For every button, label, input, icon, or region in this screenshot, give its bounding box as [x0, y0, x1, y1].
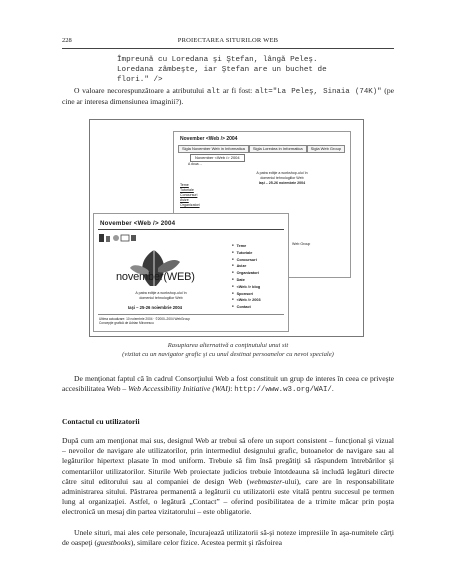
nav-item[interactable]: ■ <Web /> 2003 — [232, 297, 261, 304]
nav-item[interactable]: ■ Concursuri — [232, 257, 261, 264]
text-run: ar fi fost: — [220, 86, 255, 95]
title-rule — [98, 229, 284, 230]
site-footer — [99, 317, 190, 326]
sponsor-logos-icon — [98, 233, 138, 243]
paragraph-contact — [62, 436, 394, 518]
paragraph-consortium — [62, 374, 394, 395]
paragraph-alt-value — [62, 86, 394, 107]
text-run: Unele situri, mai ales cele personale, încurajează utilizatorii să-şi noteze impresiile în aşa-numitele cărţi de oaspeţi ( — [62, 528, 394, 548]
footer-line: Concepţie grafică de Adrian Mironescu — [99, 321, 154, 326]
code-line: flori." /> — [117, 76, 163, 84]
caption-line: (vizitat cu un navigator grafic şi cu unul destinat persoanelor cu nevoi speciale) — [122, 351, 334, 358]
code-inline: alt — [206, 88, 221, 96]
url-link[interactable]: http://www.w3.org/WAI/ — [234, 386, 332, 395]
italic-run: Web Accessibility Initiative (WAI) — [128, 384, 231, 394]
text-link[interactable]: Tutoriale — [180, 188, 194, 192]
text-run: ), similare celor fizice. Acestea permit şi răsfoirea — [130, 538, 282, 548]
intro-line: Iaşi – 25-26 noiembrie 2004 — [258, 180, 306, 185]
text-run: După cum am menţionat mai sus, designul Web ar trebui să ofere un suport consistent – funcţional şi vizual – nevoilor de navigare ale utilizatorilor, prin intermediul designului grafic, butoanelor de navigare sau al legăturilor hipertext plasate în mod uniform. Trebuie să fim însă pregătiţi să răspundem întrebărilor şi comentariilor utilizatorilor. Siturile Web proiectate judicios trebuie întotdeauna să includă legături directe către situl editorului sau al companiei de design Web ( — [62, 436, 394, 486]
header-rule — [62, 48, 394, 49]
small-text: A doua ... — [188, 162, 203, 166]
text-run: (pe cine ar interesa dimensiunea imaginii?). — [62, 86, 394, 107]
site-title: November <Web /> 2004 — [100, 220, 176, 227]
nav-item[interactable]: ■ <Web /> blog — [232, 284, 261, 291]
italic-run: webmaster — [249, 476, 283, 486]
code-line: Loredana zâmbeşte, iar Ştefan are un buchet de — [117, 66, 327, 74]
brand-wordmark: november(WEB) — [116, 271, 195, 283]
paragraph-guestbook — [62, 528, 394, 548]
page-number: 228 — [62, 37, 72, 44]
text-link[interactable]: Organizatori — [180, 203, 200, 207]
code-inline: alt="La Peleş, Sinaia (74K)" — [255, 88, 382, 96]
intro-line: domeniul tehnologiilor Web — [260, 175, 304, 180]
intro-line: A patra ediţie a workshop-ului în — [135, 291, 187, 295]
caption-line: Rasupiarea alternativă a conţinutului unui sit — [167, 342, 289, 349]
text-run: De menţionat faptul că în cadrul Consorţiului Web a fost constituit un grup de interes în ceea ce priveşte accesibilitatea Web – — [62, 374, 394, 394]
code-snippet — [117, 55, 327, 85]
nav-item[interactable]: ■ Organizatori — [232, 270, 261, 277]
title-button[interactable]: November <Web /> 2004 — [190, 154, 245, 162]
nav-item[interactable]: ■ Sponsori — [232, 291, 261, 298]
site-title: November <Web /> 2004 — [180, 136, 238, 142]
figure-caption — [62, 341, 394, 359]
intro-line: domeniul tehnologiilor Web — [139, 295, 183, 300]
text-link-list — [180, 183, 200, 208]
intro-line: A patra ediţie a workshop-ului în — [256, 171, 308, 175]
nav-item[interactable]: ■ Contact — [232, 304, 261, 311]
nav-item[interactable]: ■ Avize — [232, 263, 261, 270]
nav-item[interactable]: ■ Tutoriale — [232, 250, 261, 257]
text-link[interactable]: Teme — [180, 183, 189, 187]
logo-links-row — [178, 145, 345, 153]
nav-item[interactable]: ■ Teme — [232, 243, 261, 250]
text-run: : — [230, 384, 235, 394]
footer-line: Ultima actualizare: 10 noiembrie 2004 · ©2000–2004 WebGroup — [99, 317, 190, 321]
intro-text — [126, 291, 196, 300]
text-run: -ului), care are în responsabilitate administrarea sitului. Păstrarea permanentă a legăturii cu utilizatorii este vitală pentru succesul pe termen lung al organizaţiei. Astfel, o legătură „Contact” – oferind posibilitatea de a trimite măcar prin poşta electronică un mesaj din partea vizitatorului – este obligatorie. — [62, 476, 394, 517]
logo-link[interactable]: Sigla Web Group — [307, 145, 345, 153]
section-heading: Contactul cu utilizatorii — [62, 417, 140, 426]
event-date: Iaşi – 25-26 noiembrie 2004 — [128, 305, 183, 310]
text-link[interactable]: Concursuri — [180, 193, 198, 197]
code-line: Împreună cu Loredana şi Ştefan, lângă Peleş. — [117, 56, 318, 64]
footer-rule — [98, 314, 284, 315]
text-run: . — [331, 384, 334, 394]
text-run: O valoare necorespunzătoare a atributului — [74, 86, 207, 95]
italic-run: guestbooks — [97, 538, 131, 548]
text-link[interactable]: Avize — [180, 198, 189, 202]
logo-link[interactable]: Sigla November Web in Informatica — [178, 145, 249, 153]
site-nav — [232, 243, 261, 311]
running-title: PROIECTAREA SITURILOR WEB — [177, 37, 279, 44]
intro-text — [242, 171, 322, 185]
logo-link[interactable]: Sigla Loredea in Informatica — [249, 145, 307, 153]
screenshot-graphic-browser — [93, 213, 289, 332]
nav-item[interactable]: ■ Date — [232, 277, 261, 284]
footer-link[interactable]: Web Group — [292, 242, 311, 246]
